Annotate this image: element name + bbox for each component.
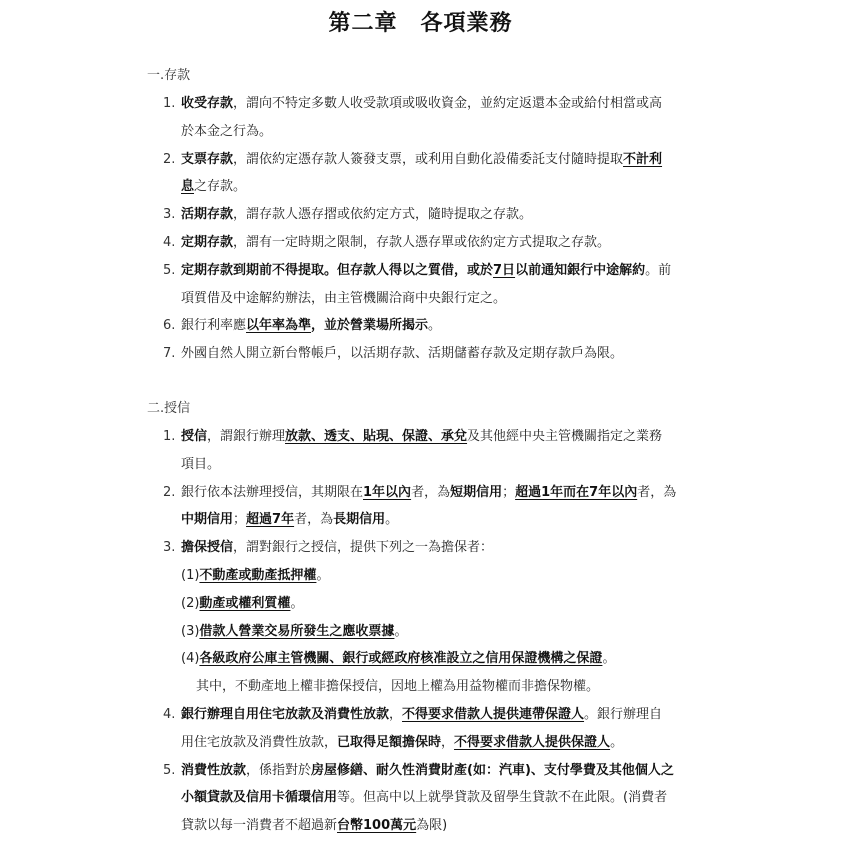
- text-run: 台幣100萬元: [337, 818, 417, 834]
- item-number-text: 4.: [163, 234, 176, 250]
- item-number: [147, 229, 181, 257]
- text-run: 超過7年: [246, 512, 295, 528]
- text-run: 中期信用: [181, 512, 234, 528]
- section-heading: 二.授信: [147, 400, 191, 416]
- text-run: 銀行依本法辦理授信，其期限在: [181, 484, 364, 500]
- text-run: 。: [610, 734, 624, 750]
- text-run: 支票存款: [181, 151, 234, 167]
- item-line: [147, 312, 707, 340]
- text-run: 授信: [181, 428, 208, 444]
- text-run: 者，為: [637, 484, 677, 500]
- list-item: [147, 340, 707, 368]
- item-line: [147, 534, 707, 562]
- list-item: [147, 534, 707, 701]
- item-number-text: 4.: [163, 706, 176, 722]
- text-run: 收受存款: [181, 96, 234, 111]
- list-item: [147, 229, 707, 257]
- item-line: [147, 729, 707, 757]
- text-run: 銀行利率應: [181, 318, 247, 334]
- text-run: ，謂依約定憑存款人簽發支票，或利用自動化設備委託支付隨時提取: [233, 151, 624, 167]
- text-run: 超過1年而在7年以內: [515, 484, 638, 500]
- item-number: [147, 757, 181, 785]
- text-run: 外國自然人開立新台幣帳戶，以活期存款、活期儲蓄存款及定期存款戶為限。: [181, 346, 624, 362]
- item-number: [147, 312, 181, 340]
- text-run: 其中，不動產地上權非擔保授信，因地上權為用益物權而非擔保物權。: [196, 679, 600, 695]
- text-run: 息: [181, 179, 195, 195]
- item-number-text: 6.: [163, 318, 176, 334]
- item-line: [147, 479, 707, 507]
- item-number-text: 5.: [163, 262, 176, 278]
- item-line: [147, 201, 707, 229]
- item-number-text: 3.: [163, 207, 176, 223]
- text-run: 貸款以每一消費者不超過新: [181, 818, 338, 834]
- text-run: 小額貸款及信用卡循環信用: [181, 790, 338, 806]
- sub-item: [147, 645, 707, 673]
- text-run: ；: [233, 512, 247, 528]
- text-run: 。: [290, 595, 304, 611]
- text-run: 。: [316, 567, 330, 583]
- text-run: 。: [385, 512, 399, 528]
- item-number-text: 5.: [163, 762, 176, 778]
- item-line: [147, 423, 707, 451]
- sub-item: [147, 590, 707, 618]
- text-run: ，: [389, 706, 403, 722]
- text-run: (3): [181, 623, 200, 639]
- sub-item: [147, 562, 707, 590]
- list-item: [147, 90, 707, 146]
- text-run: 長期信用: [333, 512, 386, 528]
- text-run: 者，為: [411, 484, 451, 500]
- item-line: [147, 757, 707, 785]
- text-run: ，謂銀行辦理: [207, 428, 286, 444]
- item-line: [147, 173, 707, 201]
- section-heading: 一.存款: [147, 68, 191, 83]
- item-number: [147, 257, 181, 285]
- text-run: 銀行辦理自用住宅放款及消費性放款: [181, 706, 390, 722]
- item-number: [147, 201, 181, 229]
- document-section: [147, 395, 707, 840]
- text-run: ；: [502, 484, 516, 500]
- item-number-text: 1.: [163, 96, 176, 111]
- text-run: 。銀行辦理自: [584, 706, 663, 722]
- sub-item: [147, 618, 707, 646]
- text-run: 不計利: [623, 151, 663, 167]
- item-line: [147, 812, 707, 840]
- text-run: (1): [181, 567, 200, 583]
- item-line: [147, 506, 707, 534]
- text-run: 。前: [645, 262, 672, 278]
- document-section: [147, 62, 707, 368]
- item-number-text: 7.: [163, 346, 176, 362]
- item-number: [147, 479, 181, 507]
- text-run: 擔保授信: [181, 540, 234, 556]
- text-run: 以年率為準: [246, 318, 312, 334]
- text-run: ，: [441, 734, 455, 750]
- item-line: [147, 257, 707, 285]
- item-line: [147, 146, 707, 174]
- list-item: [147, 312, 707, 340]
- text-run: 項目。: [181, 456, 221, 472]
- text-run: 於本金之行為。: [181, 123, 273, 139]
- text-run: 為限): [416, 818, 448, 834]
- text-run: ，謂對銀行之授信，提供下列之一為擔保者：: [233, 540, 494, 556]
- item-number: [147, 90, 181, 118]
- text-run: ，係指對於: [246, 762, 312, 778]
- text-run: 者，為: [294, 512, 334, 528]
- document-body: [147, 62, 707, 867]
- text-run: 。: [602, 651, 616, 667]
- text-run: ，謂有一定時期之限制，存款人憑存單或依約定方式提取之存款。: [233, 234, 611, 250]
- text-run: 定期存款: [181, 234, 234, 250]
- item-line: [147, 784, 707, 812]
- text-run: 短期信用: [450, 484, 503, 500]
- text-run: 不得要求借款人提供保證人: [454, 734, 611, 750]
- list-item: [147, 757, 707, 840]
- text-run: 已取得足額擔保時: [337, 734, 442, 750]
- item-number-text: 3.: [163, 540, 176, 556]
- item-line: [147, 340, 707, 368]
- list-item: [147, 146, 707, 202]
- text-run: 定期存款到期前不得提取。但存款人得以之質借，或於: [181, 262, 494, 278]
- text-run: 用住宅放款及消費性放款，: [181, 734, 338, 750]
- text-run: (2): [181, 595, 200, 611]
- text-run: 項質借及中途解約辦法，由主管機關洽商中央銀行定之。: [181, 290, 507, 306]
- text-run: ，並於營業場所揭示: [311, 318, 429, 334]
- item-number: [147, 146, 181, 174]
- text-run: 動產或權利質權: [199, 595, 291, 611]
- item-line: [147, 285, 707, 313]
- text-run: 房屋修繕、耐久性消費財產(如：汽車)、支付學費及其他個人之: [311, 762, 674, 778]
- item-number-text: 2.: [163, 484, 176, 500]
- item-number: [147, 423, 181, 451]
- text-run: 各級政府公庫主管機關、銀行或經政府核准設立之信用保證機構之保證: [199, 651, 603, 667]
- text-run: (4): [181, 651, 200, 667]
- text-run: 借款人營業交易所發生之應收票據: [199, 623, 395, 639]
- text-run: 不動產或動產抵押權: [199, 567, 317, 583]
- item-line: [147, 229, 707, 257]
- list-item: [147, 423, 707, 479]
- text-run: 之存款。: [194, 179, 247, 195]
- text-run: 以前通知銀行中途解約: [515, 262, 646, 278]
- item-line: [147, 451, 707, 479]
- page-title: 第二章 各項業務: [328, 11, 513, 36]
- text-run: 不得要求借款人提供連帶保證人: [402, 706, 585, 722]
- item-number: [147, 340, 181, 368]
- item-number: [147, 534, 181, 562]
- text-run: 。: [428, 318, 442, 334]
- text-run: 放款、透支、貼現、保證、承兌: [285, 428, 468, 444]
- text-run: 消費性放款: [181, 762, 247, 778]
- item-number: [147, 701, 181, 729]
- item-number-text: 2.: [163, 151, 176, 167]
- item-note: [147, 673, 707, 701]
- list-item: [147, 479, 707, 535]
- text-run: 活期存款: [181, 207, 234, 223]
- text-run: 7日: [493, 262, 516, 278]
- item-line: [147, 90, 707, 118]
- text-run: 及其他經中央主管機關指定之業務: [467, 428, 663, 444]
- list-item: [147, 257, 707, 313]
- text-run: 1年以內: [363, 484, 412, 500]
- list-item: [147, 201, 707, 229]
- text-run: ，謂向不特定多數人收受款項或吸收資金，並約定返還本金或給付相當或高: [233, 96, 663, 111]
- list-item: [147, 701, 707, 757]
- text-run: 。: [394, 623, 408, 639]
- text-run: 等。但高中以上就學貸款及留學生貸款不在此限。(消費者: [337, 790, 668, 806]
- item-number-text: 1.: [163, 428, 176, 444]
- item-line: [147, 701, 707, 729]
- item-line: [147, 118, 707, 146]
- text-run: ，謂存款人憑存摺或依約定方式，隨時提取之存款。: [233, 207, 533, 223]
